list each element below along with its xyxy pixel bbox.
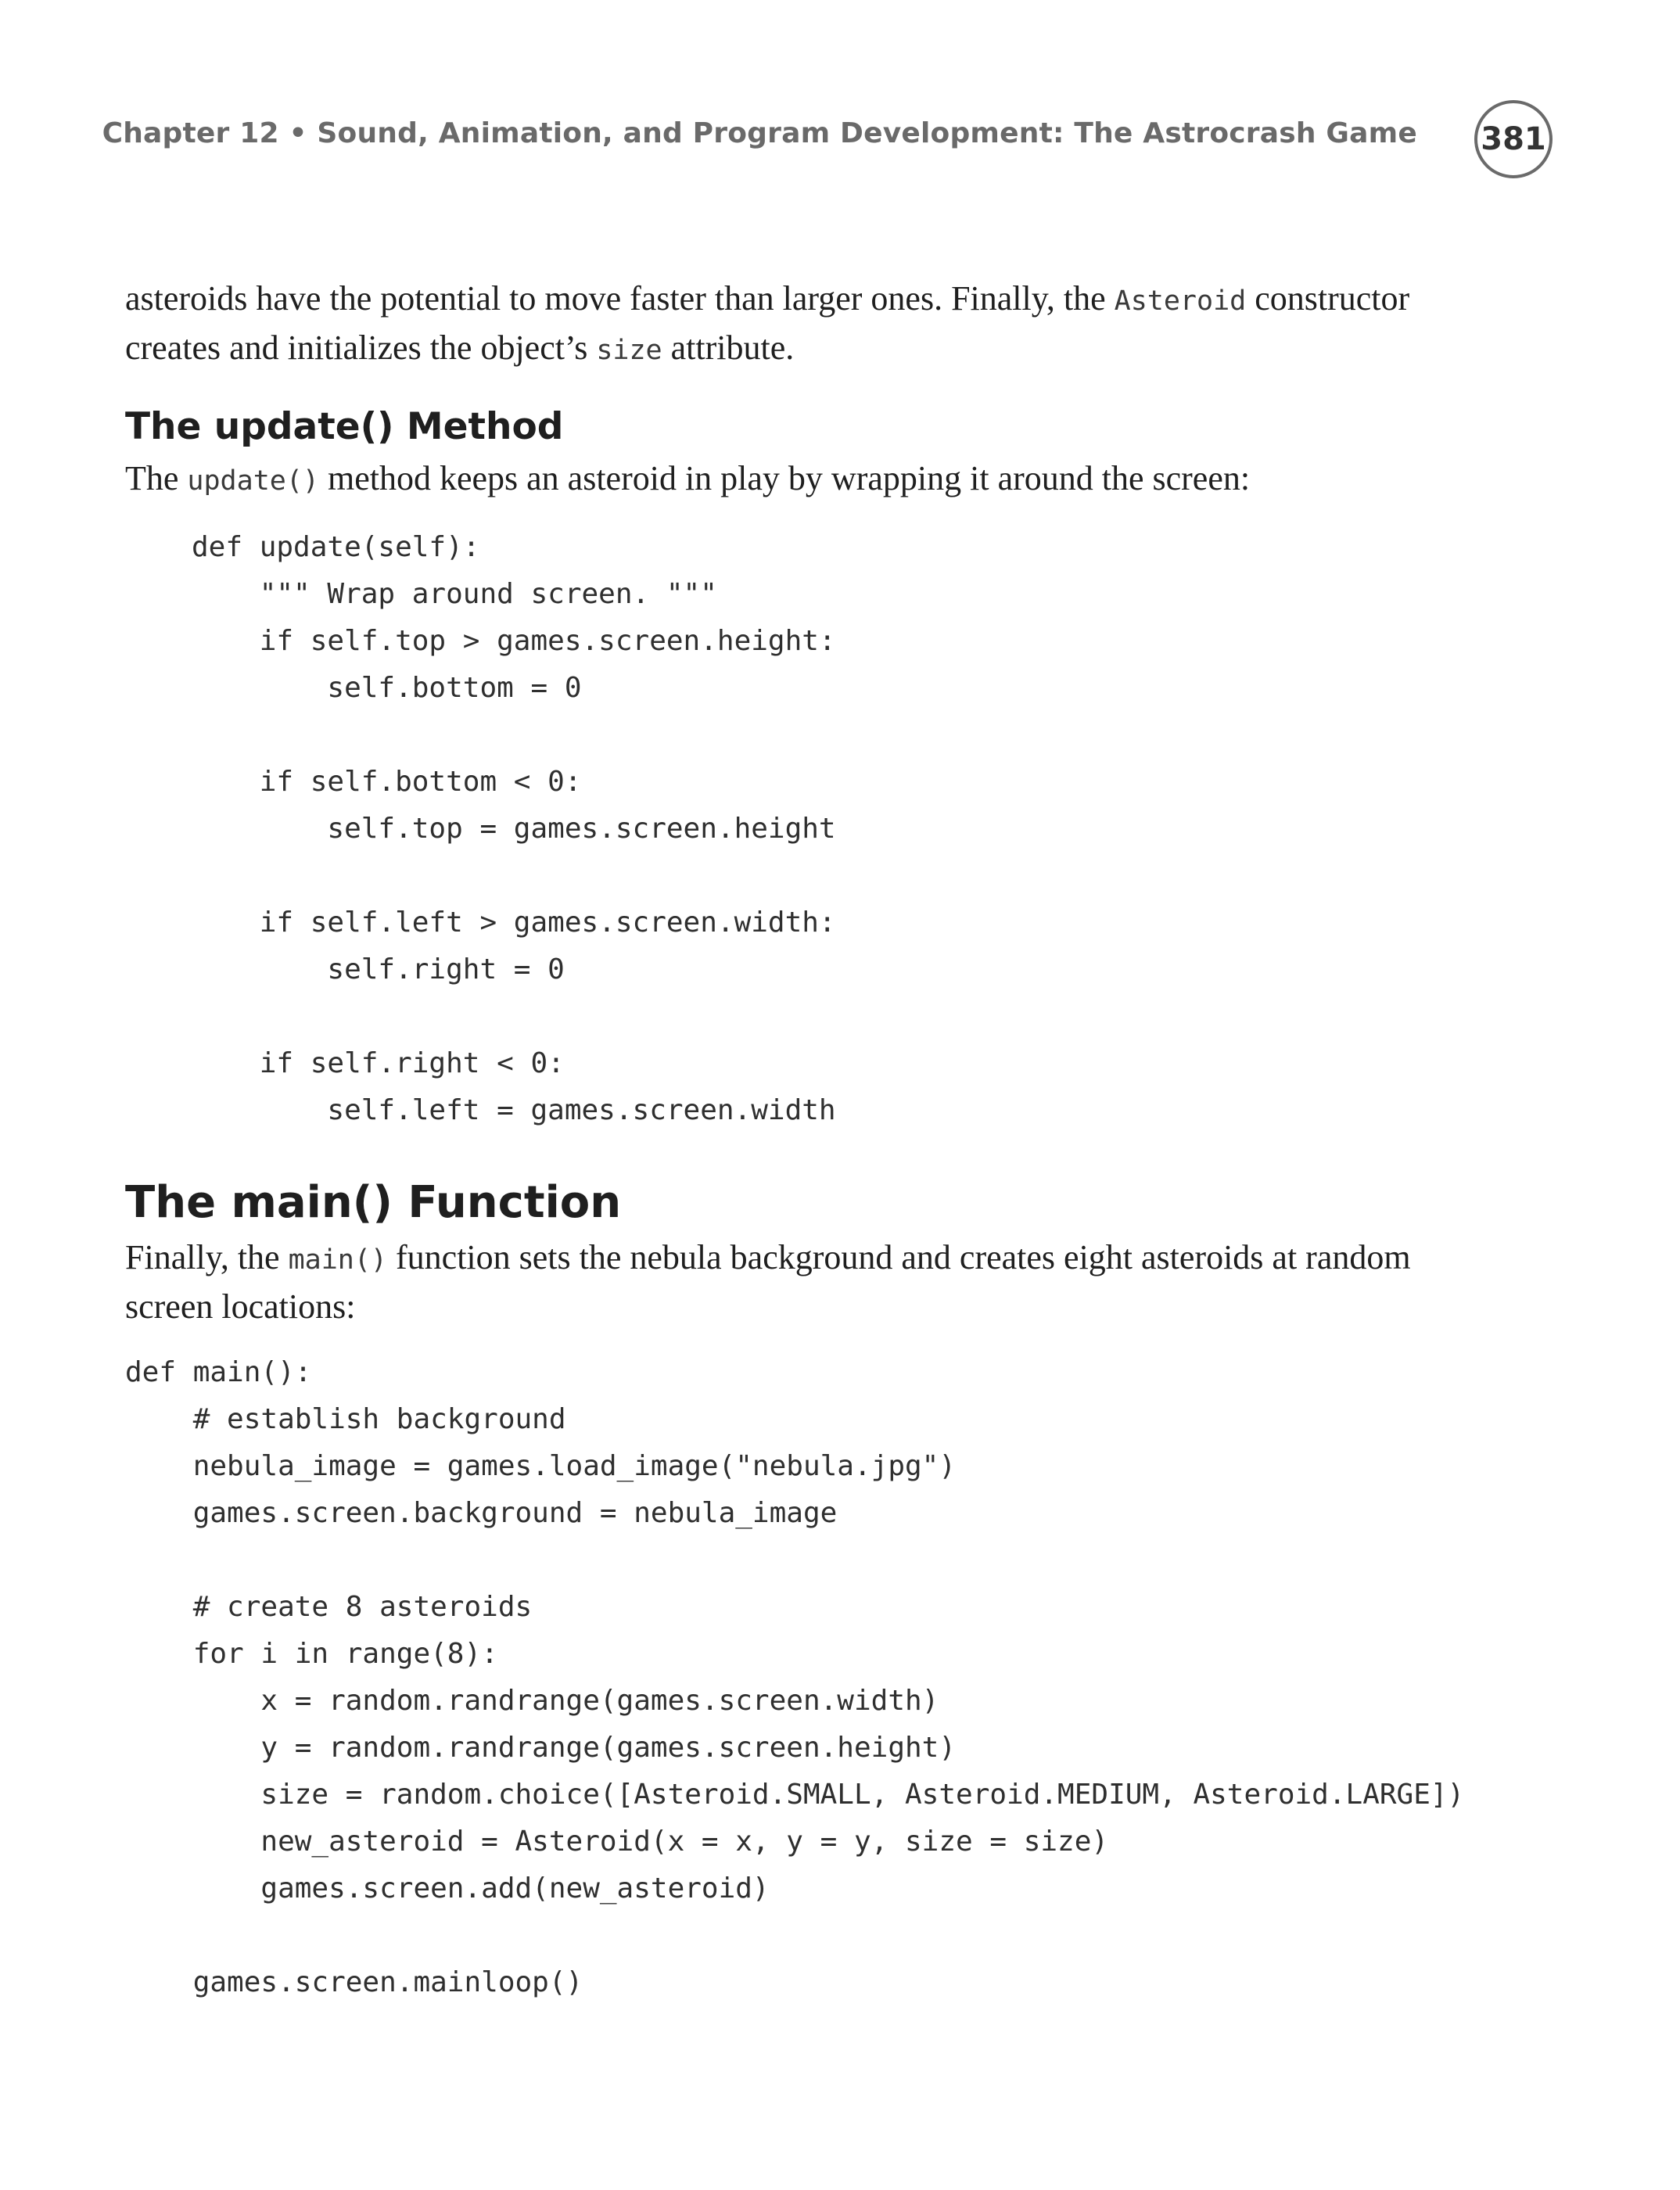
update-code-line: if self.bottom < 0: (192, 766, 582, 798)
running-header: Chapter 12 • Sound, Animation, and Program Development: The Astrocrash Game (102, 117, 1417, 149)
update-method-description (125, 455, 1572, 504)
main-code-line: x = random.randrange(games.screen.width) (125, 1685, 939, 1717)
update-code-block (192, 524, 836, 1134)
update-code-line (192, 853, 836, 899)
main-code-line: new_asteroid = Asteroid(x = x, y = y, size = size) (125, 1826, 1109, 1858)
main-code-line: games.screen.add(new_asteroid) (125, 1872, 770, 1905)
main-code-line (125, 1912, 1464, 1959)
main-code-line (125, 1537, 1464, 1584)
page-number-badge: 381 (1474, 100, 1553, 178)
inline-code-asteroid: Asteroid (1114, 285, 1247, 317)
update-method-heading: The update() Method (125, 405, 564, 448)
update-code-line: self.right = 0 (192, 953, 565, 986)
intro-text: creates and initializes the object’s (125, 328, 597, 367)
update-code-line: """ Wrap around screen. """ (192, 578, 717, 610)
main-code-line: def main(): (125, 1356, 312, 1388)
intro-paragraph (125, 275, 1572, 374)
intro-text: asteroids have the potential to move faster than larger ones. Finally, the (125, 279, 1115, 318)
update-code-line (192, 712, 836, 759)
update-code-line: def update(self): (192, 531, 480, 563)
main-function-description (125, 1234, 1572, 1330)
update-code-line: if self.top > games.screen.height: (192, 625, 836, 657)
main-code-block (125, 1349, 1464, 2006)
intro-text: constructor (1246, 279, 1410, 318)
main-code-line: for i in range(8): (125, 1638, 498, 1670)
inline-code-main: main() (288, 1244, 388, 1276)
main-code-line: size = random.choice([Asteroid.SMALL, Asteroid.MEDIUM, Asteroid.LARGE]) (125, 1779, 1465, 1811)
main-description-line-1 (125, 1234, 1572, 1283)
main-text: function sets the nebula background and creates eight asteroids at random (387, 1238, 1411, 1276)
update-text: method keeps an asteroid in play by wrapping it around the screen: (318, 459, 1251, 497)
main-description-line-2: screen locations: (125, 1287, 356, 1326)
update-code-line: self.left = games.screen.width (192, 1094, 836, 1126)
main-code-line: games.screen.mainloop() (125, 1966, 583, 1998)
main-code-line: # establish background (125, 1403, 566, 1435)
main-code-line: nebula_image = games.load_image("nebula.jpg") (125, 1450, 957, 1482)
inline-code-update: update() (187, 465, 319, 497)
update-code-line: if self.right < 0: (192, 1047, 565, 1079)
main-function-heading: The main() Function (125, 1177, 622, 1228)
main-code-line: # create 8 asteroids (125, 1591, 533, 1623)
update-text: The (125, 459, 188, 497)
update-description-line (125, 455, 1572, 504)
main-text: Finally, the (125, 1238, 289, 1276)
main-code-line: y = random.randrange(games.screen.height) (125, 1732, 957, 1764)
update-code-line (192, 993, 836, 1040)
intro-line-1 (125, 275, 1572, 325)
intro-text: attribute. (662, 328, 795, 367)
inline-code-size: size (596, 335, 662, 366)
update-code-line: if self.left > games.screen.width: (192, 907, 836, 939)
update-code-line: self.top = games.screen.height (192, 813, 836, 845)
intro-line-2 (125, 325, 1572, 374)
update-code-line: self.bottom = 0 (192, 672, 582, 704)
main-code-line: games.screen.background = nebula_image (125, 1497, 838, 1529)
